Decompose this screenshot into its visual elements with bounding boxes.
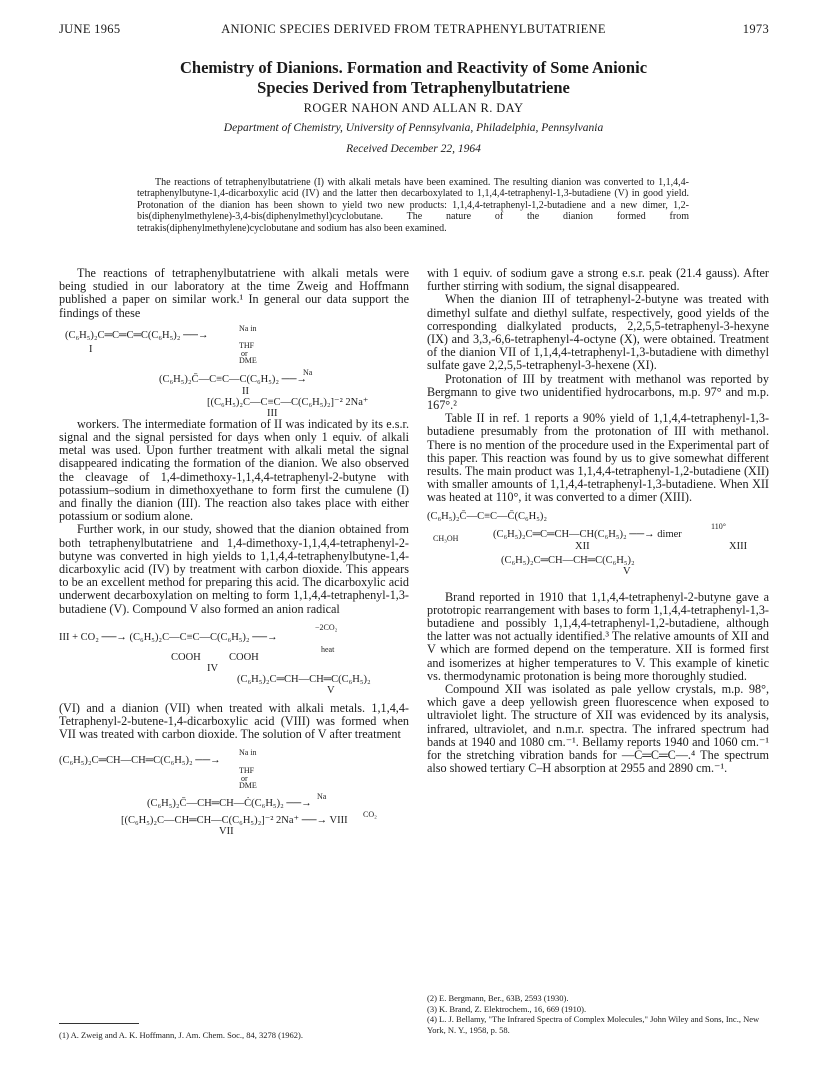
reagent-label: CH₃OH bbox=[433, 533, 459, 543]
affiliation: Department of Chemistry, University of Pennsylvania, Philadelphia, Pennsylvania bbox=[223, 122, 604, 134]
reagent-label: DME bbox=[239, 355, 257, 365]
reagent-label: Na in bbox=[239, 323, 257, 333]
right-column bbox=[427, 267, 769, 776]
authors: ROGER NAHON AND ALLAN R. DAY bbox=[303, 101, 524, 115]
equation-line: (C₆H₅)₂C̄—CH═CH—Ċ(C₆H₅)₂ ──→ bbox=[147, 798, 312, 810]
reagent-label: or bbox=[241, 774, 248, 784]
equation-line: (C₆H₅)₂C̄—C≡C—C̄(C₆H₅)₂ bbox=[427, 510, 548, 522]
footnotes-right bbox=[427, 993, 769, 1035]
paragraph: (VI) and a dianion (VII) when treated with alkali metals. 1,1,4,4-Tetraphenyl-2-butene-1,4-dicarboxylic acid (VIII) was formed when VII was treated with carbon dioxide. The solution of V after treatment bbox=[59, 700, 409, 742]
abstract: The reactions of tetraphenylbutatriene (I) with alkali metals have been examined. The resulting dianion was converted to 1,1,4,4-tetraphenylbutyne-1,4-dicarboxylic acid (IV) and the latter then decarboxylated to 1,1,4,4-tetraphenyl-1,3-butadiene (V) in good yield. Protonation of the dianion has been shown to yield two new products: 1,1,4,4-tetraphenyl-1,2-butadiene and a new dimer, 1,2-bis(diphenylmethylene)-3,4-bis(diphenylmethyl)cyclobutane. The nature of the dianion formed from tetrakis(diphenylmethylene)cyclobutane and sodium has also been examined. bbox=[137, 177, 689, 234]
equation-line: (C₆H₅)₂C═CH—CH═C(C₆H₅)₂ bbox=[237, 673, 371, 685]
footnote-1: (1) A. Zweig and A. K. Hoffmann, J. Am. Chem. Soc., 84, 3278 (1962). bbox=[59, 1030, 303, 1040]
paragraph: workers. The intermediate formation of II was indicated by its e.s.r. signal and the signal persisted for days when only 1 equiv. of alkali metal was used. Upon further treatment with alkali metal the signal disappeared indicating the formation of the dianion. We also observed the cleavage of 1,4-dimethoxy-1,1,4,4-tetraphenyl-2-butyne with potassium–sodium in dimethoxyethane to form first the cumulene (I) and finally the dianion (III). The reaction also takes place with either potassium or sodium alone. bbox=[59, 416, 409, 524]
equation-line: (C₆H₅)₂C═CH—CH═C(C₆H₅)₂ ──→ bbox=[59, 755, 221, 767]
paragraph: When the dianion III of tetraphenyl-2-butyne was treated with dimethyl sulfate and diethyl sulfate, respectively, good yields of the corresponding dialkylated products, 2,2,5,5-tetraphenyl-3-hexyne (IX) and 3,3,-6,6-tetraphenyl-4-octyne (X), were obtained. Treatment of the dianion VII of 1,1,4,4-tetraphenyl-1,3-butadiene with dimethyl sulfate gave 2,2,5,5-tetraphenyl-3-hexene (XI). bbox=[427, 292, 769, 373]
compound-number: V bbox=[623, 565, 631, 577]
reagent-label: THF bbox=[239, 766, 255, 776]
reagent-label: Na bbox=[317, 792, 327, 802]
equation-line: (C₆H₅)₂C═CH—CH═C(C₆H₅)₂ bbox=[501, 554, 635, 566]
compound-number: VII bbox=[219, 826, 234, 838]
equation-line: III + CO₂ ──→ (C₆H₅)₂C—C≡C—C(C₆H₅)₂ ──→ bbox=[59, 631, 278, 643]
compound-number: I bbox=[89, 343, 93, 355]
equation-line: [(C₆H₅)₂C—CH═CH—C(C₆H₅)₂]⁻² 2Na⁺ ──→ VIII bbox=[121, 815, 348, 827]
equation-line: (C₆H₅)₂C̄—C≡C—C(C₆H₅)₂ ──→ bbox=[159, 373, 308, 385]
equation-scheme-4 bbox=[427, 511, 769, 577]
reagent-label: or bbox=[241, 348, 248, 358]
title-line-1: Chemistry of Dianions. Formation and Reactivity of Some Anionic bbox=[179, 58, 648, 77]
paragraph: Brand reported in 1910 that 1,1,4,4-tetraphenyl-2-butyne gave a prototropic rearrangement with bases to form 1,1,4,4-tetraphenyl-1,3-butadiene and possibly 1,1,4,4-tetraphenyl-1,2-butadiene, although the latter was not actually identified.³ The relative amounts of XII and V which are formed depend on the temperature. XII is formed first and isomerizes at higher temperatures to V. This example of kinetic vs. thermodynamic protonation is being more thoroughly studied. bbox=[427, 589, 769, 683]
compound-number: V bbox=[327, 684, 335, 696]
carboxyl-group: COOH bbox=[171, 651, 201, 663]
reagent-label: THF bbox=[239, 340, 255, 350]
reagent-label: Na in bbox=[239, 748, 257, 758]
compound-number: II bbox=[242, 385, 249, 397]
reagent-label: Na bbox=[303, 367, 313, 377]
received-date: Received December 22, 1964 bbox=[346, 143, 481, 155]
paragraph: The reactions of tetraphenylbutatriene with alkali metals were being studied in our laboratory at the time Zweig and Hoffmann published a paper on similar work.¹ In general our data support the findings of these bbox=[59, 266, 409, 320]
reagent-label: 110° bbox=[711, 521, 726, 531]
carboxyl-group: COOH bbox=[229, 651, 259, 663]
running-header-date: JUNE 1965 bbox=[59, 22, 121, 36]
equation-scheme-1 bbox=[59, 320, 409, 418]
paragraph: Further work, in our study, showed that the dianion obtained from both tetraphenylbutatriene and 1,4-dimethoxy-1,1,4,4-tetraphenyl-2-butyne was converted in high yields to 1,1,4,4-tetraphenylbutyne-1,4-dicarboxylic acid (IV) by treatment with carbon dioxide. This appears to be an excellent method for preparing this acid. The dicarboxylic acid underwent decarboxylation on melting to form 1,1,4,4-tetraphenyl-1,3-butadiene (V). Compound V also formed an anion radical bbox=[59, 522, 409, 616]
compound-number: XII bbox=[575, 540, 590, 552]
reagent-label: DME bbox=[239, 781, 257, 791]
reagent-label: heat bbox=[321, 644, 335, 654]
equation-scheme-2 bbox=[59, 622, 409, 702]
equation-line: [(C₆H₅)₂C—C≡C—C(C₆H₅)₂]⁻² 2Na⁺ bbox=[207, 396, 369, 408]
paragraph: Protonation of III by treatment with methanol was reported by Bergmann to give two unidentified hydrocarbons, m.p. 97° and m.p. 167°.² bbox=[427, 371, 769, 413]
footnote-3: (3) K. Brand, Z. Elektrochem., 16, 669 (1910). bbox=[427, 1003, 587, 1014]
equation-line: (C₆H₅)₂C═C═CH—CH(C₆H₅)₂ ──→ dimer bbox=[493, 528, 682, 540]
footnote-4: (4) L. J. Bellamy, "The Infrared Spectra of Complex Molecules," John Wiley and Sons, Inc., New York, N. Y., 1958, p. 58. bbox=[427, 1014, 760, 1035]
title-line-2: Species Derived from Tetraphenylbutatriene bbox=[257, 78, 570, 97]
reagent-label: CO₂ bbox=[363, 810, 377, 820]
equation-scheme-3 bbox=[59, 747, 409, 838]
compound-number: IV bbox=[207, 662, 219, 674]
compound-number: XIII bbox=[729, 540, 748, 552]
paragraph: with 1 equiv. of sodium gave a strong e.s.r. peak (21.4 gauss). After further stirring with sodium, the signal disappeared. bbox=[427, 266, 769, 294]
footnote-divider bbox=[59, 1023, 139, 1024]
article-title bbox=[0, 58, 827, 98]
running-header-title: ANIONIC SPECIES DERIVED FROM TETRAPHENYLBUTATRIENE bbox=[221, 22, 606, 36]
equation-line: (C₆H₅)₂C═C═C═C(C₆H₅)₂ ──→ bbox=[65, 329, 209, 341]
footnote-2: (2) E. Bergmann, Ber., 63B, 2593 (1930). bbox=[427, 993, 569, 1003]
compound-number: III bbox=[267, 407, 278, 419]
reagent-label: −2CO₂ bbox=[315, 622, 338, 632]
page-number: 1973 bbox=[742, 22, 769, 36]
paragraph: Compound XII was isolated as pale yellow crystals, m.p. 98°, which gave a deep yellowish green fluorescence when exposed to ultraviolet light. The structure of XII was evidenced by its analysis, infrared, ultraviolet, and n.m.r. spectra. The infrared spectrum had bands at 1940 and 1080 cm.⁻¹. Bellamy reports 1940 and 1060 cm.⁻¹ for the stretching vibration bands for —C═C═C—.⁴ The spectrum also showed tertiary C–H absorption at 2955 and 2890 cm.⁻¹. bbox=[427, 682, 769, 776]
paragraph: Table II in ref. 1 reports a 90% yield of 1,1,4,4-tetraphenyl-1,3-butadiene presumably from the protonation of III with methanol. There is no mention of the procedure used in the Experimental part of this paper. This reaction was found by us to give somewhat different results. The main product was 1,1,4,4-tetraphenyl-1,2-butadiene (XII) with smaller amounts of 1,1,4,4-tetraphenyl-1,3-butadiene. When XII was heated at 110°, it was converted to a dimer (XIII). bbox=[427, 411, 769, 505]
left-column bbox=[59, 266, 409, 838]
